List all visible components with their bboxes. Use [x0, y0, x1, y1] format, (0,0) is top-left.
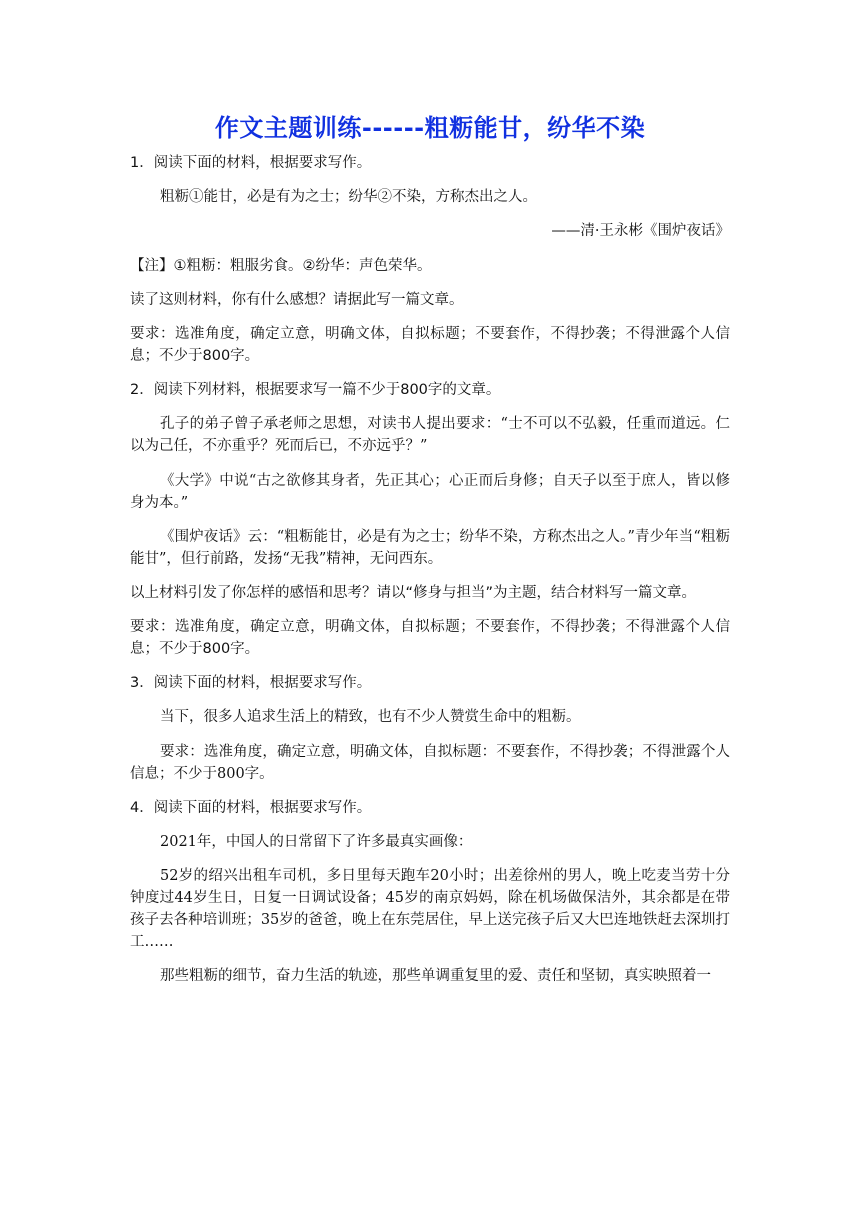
q2-para1: 孔子的弟子曾子承老师之思想，对读书人提出要求：“士不可以不弘毅，任重而道远。仁以为己任，不亦重乎？死而后已，不亦远乎？” [130, 416, 730, 455]
document-body [130, 152, 730, 1000]
q1-source: ——清·王永彬《围炉夜话》 [551, 223, 730, 240]
q3-requirements: 要求：选准角度，确定立意，明确文体，自拟标题：不要套作，不得抄袭；不得泄露个人信息；不少于800字。 [130, 743, 730, 782]
q4-prompt: 4．阅读下面的材料，根据要求写作。 [130, 799, 372, 816]
q2-para3: 《围炉夜话》云：“粗粝能甘，必是有为之士；纷华不染，方称杰出之人。”青少年当“粗粝能甘”，但行前路，发扬“无我”精神，无问西东。 [130, 528, 730, 567]
q1-prompt: 1．阅读下面的材料，根据要求写作。 [130, 155, 372, 171]
q1-requirements: 要求：选准角度，确定立意，明确文体，自拟标题；不要套作，不得抄袭；不得泄露个人信息；不少于800字。 [130, 325, 730, 364]
q2-task: 以上材料引发了你怎样的感悟和思考？请以“修身与担当”为主题，结合材料写一篇文章。 [130, 584, 697, 601]
q2-requirements: 要求：选准角度，确定立意，明确文体，自拟标题；不要套作，不得抄袭；不得泄露个人信息；不少于800字。 [130, 619, 730, 658]
q1-note: 【注】①粗粝：粗服劣食。②纷华：声色荣华。 [130, 257, 432, 274]
q3-prompt: 3．阅读下面的材料，根据要求写作。 [130, 675, 372, 692]
q2-para2: 《大学》中说“古之欲修其身者，先正其心；心正而后身修；自天子以至于庶人，皆以修身为本。” [130, 472, 730, 511]
q3-para1: 当下，很多人追求生活上的精致，也有不少人赞赏生命中的粗粝。 [160, 709, 581, 726]
q2-prompt: 2．阅读下列材料，根据要求写一篇不少于800字的文章。 [130, 382, 501, 399]
q4-para1: 2021年，中国人的日常留下了许多最真实画像： [160, 834, 473, 850]
page-title: 作文主题训练------粗粝能甘，纷华不染 [214, 114, 646, 142]
q1-quote: 粗粝①能甘，必是有为之士；纷华②不染，方称杰出之人。 [160, 189, 537, 206]
q1-task: 读了这则材料，你有什么感想？请据此写一篇文章。 [130, 291, 464, 308]
q4-para2: 52岁的绍兴出租车司机，多日里每天跑车20小时；出差徐州的男人，晚上吃麦当劳十分钟度过44岁生日，日复一日调试设备；45岁的南京妈妈，除在机场做保洁外，其余都是在带孩子去各种培训班；35岁的爸爸，晚上在东莞居住，早上送完孩子后又大巴连地铁赶去深圳打工…… [130, 868, 730, 951]
q4-para3: 那些粗粝的细节，奋力生活的轨迹，那些单调重复里的爱、责任和坚韧，真实映照着一 [160, 968, 711, 985]
